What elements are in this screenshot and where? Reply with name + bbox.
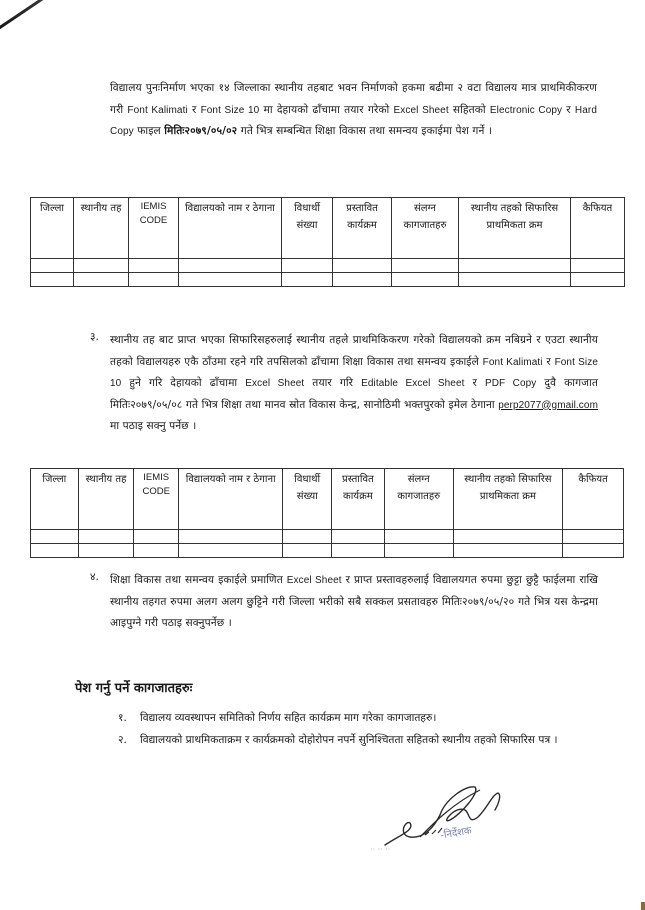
table-row [31, 273, 625, 287]
table-cell[interactable] [282, 273, 333, 287]
table-cell[interactable] [571, 259, 625, 273]
header-school-name-address: विद्यालयको नाम र ठेगाना [179, 198, 282, 259]
intro-text: र [187, 103, 201, 116]
point-4-paragraph [110, 570, 598, 635]
table-cell[interactable] [453, 544, 562, 558]
director-stamp: -निर्देशक [439, 825, 473, 842]
intro-text: विद्यालय पुनःनिर्माण भएका १४ जिल्लाका स्थानीय तहबाट भवन निर्माणको हकमा बढीमा २ वटा विद्यालय मात्र प्राथमिकीकरण गरी [110, 82, 597, 116]
font-size: Font Size 10 [200, 104, 260, 116]
header-remarks: कैफियत [563, 469, 624, 530]
table-cell[interactable] [129, 259, 179, 273]
corner-mark [641, 902, 645, 910]
font-size: Font Size 10 [110, 356, 598, 389]
header-attached-documents: संलग्न कागजातहरु [392, 198, 459, 259]
table-cell[interactable] [283, 544, 332, 558]
table-header-row [31, 198, 625, 259]
header-school-name-address: विद्यालयको नाम र ठेगाना [178, 469, 282, 530]
table-cell[interactable] [571, 273, 625, 287]
header-local-level: स्थानीय तह [78, 469, 134, 530]
intro-paragraph [110, 78, 597, 143]
header-proposed-program: प्रस्तावित कार्यक्रम [332, 469, 385, 530]
header-attached-documents: संलग्न कागजातहरु [384, 469, 453, 530]
intro-text: र [562, 103, 575, 116]
table-row [31, 544, 624, 558]
table-cell[interactable] [129, 273, 179, 287]
table-cell[interactable] [563, 530, 624, 544]
hard-copy-term: Hard Copy [110, 104, 597, 137]
table-cell[interactable] [332, 530, 385, 544]
header-proposed-program: प्रस्तावित कार्यक्रम [333, 198, 392, 259]
point-4-text: र प्राप्त प्रस्तावहरुलाई विद्यालयगत रुपमा छुट्टा छुट्टै फाईलमा राखि स्थानीय तहगत रुपमा अलग अलग छुट्टिने गरी जिल्ला भरीको सबै सक्कल प्रसतावहरु मितिः२०७९/०५/२० गते भित्र यस केन्द्रमा आइपुग्ने गरी पठाइ सक्नुपर्नेछ । [110, 574, 598, 629]
table-cell[interactable] [384, 544, 453, 558]
table-cell[interactable] [74, 259, 129, 273]
header-district: जिल्ला [31, 469, 79, 530]
header-recommendation-priority: स्थानीय तहको सिफारिस प्राथमिकता क्रम [459, 198, 571, 259]
document-item: विद्यालयको प्राथमिकताक्रम र कार्यक्रमको दोहोरोपन नपर्ने सुनिश्चितता सहितको स्थानीय तहको सिफारिस पत्र । [140, 734, 558, 746]
table-cell[interactable] [179, 259, 282, 273]
header-remarks: कैफियत [571, 198, 625, 259]
table-cell[interactable] [31, 530, 79, 544]
point-3-number: ३. [90, 331, 99, 343]
point-3-text: दुवै कागजात मितिः२०७९/०५/०८ गते भित्र शिक्षा तथा मानव स्रोत विकास केन्द्र, सानोठिमी भक्तपुरको इमेल ठेगाना [110, 377, 599, 411]
table-cell[interactable] [179, 273, 282, 287]
table-cell[interactable] [178, 544, 282, 558]
table-cell[interactable] [74, 273, 129, 287]
header-student-count: विधार्थी संख्या [283, 469, 332, 530]
point-3-text: मा पठाइ सक्नु पर्नेछ । [110, 420, 197, 432]
school-proposal-table-2 [30, 468, 624, 558]
excel-sheet-term: Excel Sheet [286, 575, 342, 586]
header-iemis-code: IEMIS CODE [129, 198, 179, 259]
editable-excel-term: Editable Excel Sheet [361, 378, 465, 389]
header-recommendation-priority: स्थानीय तहको सिफारिस प्राथमिकता क्रम [453, 469, 562, 530]
point-3-paragraph [110, 330, 598, 438]
scan-edge-mark [0, 0, 69, 33]
point-4-number: ४. [90, 571, 99, 583]
table-cell[interactable] [392, 259, 459, 273]
table-cell[interactable] [78, 530, 134, 544]
point-3-text: तयार गरि [304, 377, 362, 389]
point-4-text: शिक्षा विकास तथा समन्वय इकाईले प्रमाणित [110, 574, 287, 586]
table-cell[interactable] [384, 530, 453, 544]
excel-sheet-term: Excel Sheet [245, 378, 305, 389]
header-district: जिल्ला [31, 198, 74, 259]
table-cell[interactable] [78, 544, 134, 558]
header-local-level: स्थानीय तह [74, 198, 129, 259]
table-cell[interactable] [392, 273, 459, 287]
point-3-text: र [464, 377, 485, 389]
document-item: विद्यालय व्यवस्थापन समितिको निर्णय सहित कार्यक्रम माग गरेका कागजातहरु। [140, 712, 437, 724]
table-cell[interactable] [134, 544, 179, 558]
table-cell[interactable] [31, 273, 74, 287]
point-3-text: र [542, 355, 555, 368]
excel-sheet-term: Excel Sheet [393, 104, 449, 116]
stamp-faint-text: ·· ·· ·· [370, 845, 391, 854]
table-row [31, 530, 624, 544]
table-cell[interactable] [134, 530, 179, 544]
header-iemis-code: IEMIS CODE [134, 469, 179, 530]
email-link[interactable]: perp2077@gmail.com [498, 399, 598, 411]
deadline-date: मितिः२०७९/०५/०२ [164, 125, 238, 137]
table-cell[interactable] [333, 273, 392, 287]
documents-heading: पेश गर्नु पर्ने कागजातहरुः [75, 681, 193, 696]
table-cell[interactable] [283, 530, 332, 544]
table-header-row [31, 469, 624, 530]
signature-icon [380, 775, 520, 855]
table-cell[interactable] [282, 259, 333, 273]
table-cell[interactable] [31, 544, 79, 558]
electronic-copy-term: Electronic Copy [489, 104, 563, 116]
table-row [31, 259, 625, 273]
point-3-text: स्थानीय तह बाट प्राप्त भएका सिफारिसहरुलाई स्थानीय तहले प्राथमिकिकरण गरेको विद्यालयको क्रम नबिग्रने र एउटा स्थानीय तहको विद्यालयहरु एकै ठाँउमा रहने गरि तपसिलको ढाँचामा शिक्षा विकास तथा समन्वय इकाईले [110, 334, 598, 368]
table-cell[interactable] [459, 273, 571, 287]
document-item-number: १. [118, 712, 127, 724]
table-cell[interactable] [453, 530, 562, 544]
intro-text: फाइल [133, 125, 165, 137]
table-cell[interactable] [178, 530, 282, 544]
table-cell[interactable] [563, 544, 624, 558]
document-item-number: २. [118, 734, 127, 746]
table-cell[interactable] [332, 544, 385, 558]
font-name: Font Kalimati [127, 104, 188, 116]
intro-text: गते भित्र सम्बन्धित शिक्षा विकास तथा समन्वय इकाईमा पेश गर्ने । [237, 125, 493, 137]
point-3-text: हुने गरि देहायको ढाँचामा [121, 377, 246, 389]
intro-text: सहितको [448, 103, 490, 116]
table-cell[interactable] [333, 259, 392, 273]
table-cell[interactable] [31, 259, 74, 273]
school-proposal-table-1 [30, 197, 625, 287]
table-cell[interactable] [459, 259, 571, 273]
intro-text: मा देहायको ढाँचामा तयार गरेको [259, 103, 394, 116]
pdf-copy-term: PDF Copy [484, 378, 537, 389]
header-student-count: विधार्थी संख्या [282, 198, 333, 259]
font-name: Font Kalimati [482, 356, 543, 368]
